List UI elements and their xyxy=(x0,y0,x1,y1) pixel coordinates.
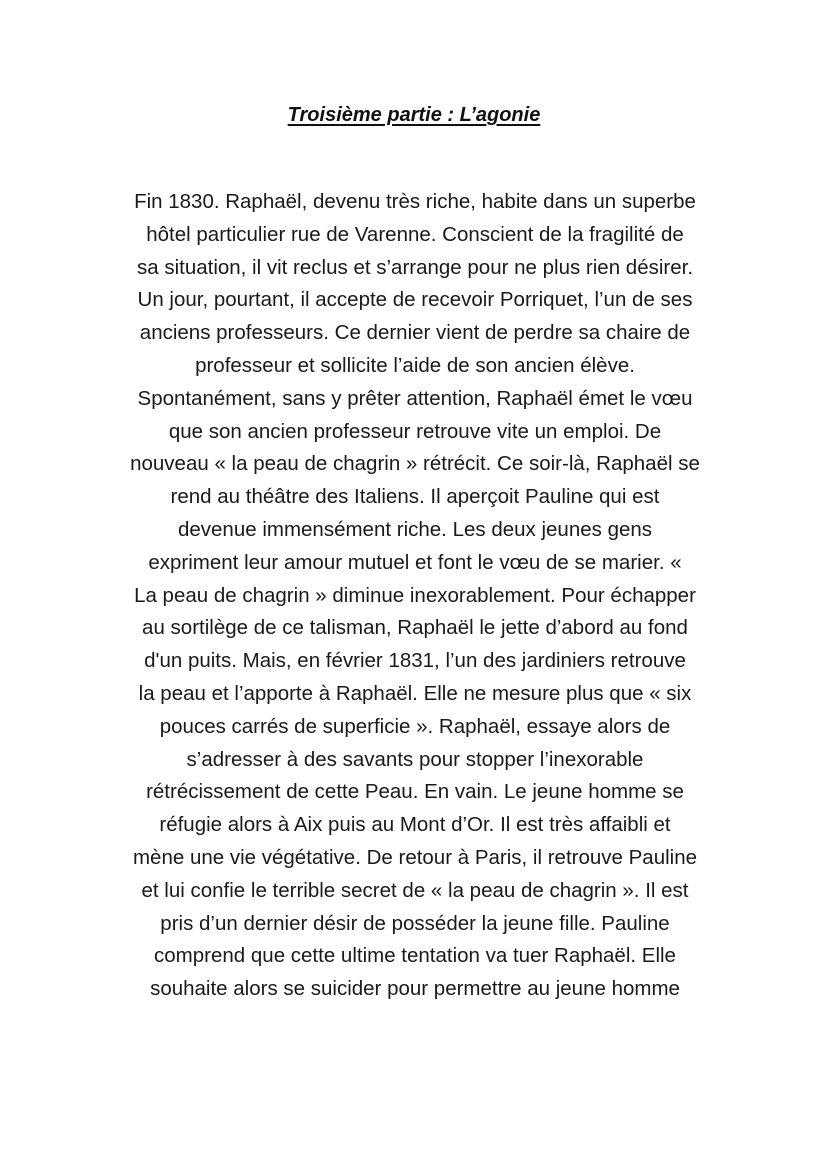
text-line: au sortilège de ce talisman, Raphaël le jette d’abord au fond xyxy=(142,616,688,640)
text-line: pris d’un dernier désir de posséder la jeune fille. Pauline xyxy=(160,911,670,935)
text-line: Un jour, pourtant, il accepte de recevoir Porriquet, l’un de ses xyxy=(137,288,693,312)
text-line: pouces carrés de superficie ». Raphaël, essaye alors de xyxy=(159,714,671,738)
text-line: réfugie alors à Aix puis au Mont d’Or. Il est très affaibli et xyxy=(159,813,671,837)
section-title: Troisième partie : L’agonie xyxy=(287,104,541,126)
text-line: s’adresser à des savants pour stopper l’inexorable xyxy=(186,747,644,771)
text-line: comprend que cette ultime tentation va tuer Raphaël. Elle xyxy=(154,944,676,968)
text-line: et lui confie le terrible secret de « la peau de chagrin ». Il est xyxy=(141,878,689,902)
text-line: nouveau « la peau de chagrin » rétrécit. Ce soir-là, Raphaël se xyxy=(130,452,700,476)
text-line: rend au théâtre des Italiens. Il aperçoit Pauline qui est xyxy=(170,485,660,509)
text-line: souhaite alors se suicider pour permettre au jeune homme xyxy=(150,977,680,1001)
text-line: anciens professeurs. Ce dernier vient de perdre sa chaire de xyxy=(139,321,691,345)
text-line: d'un puits. Mais, en février 1831, l’un des jardiniers retrouve xyxy=(144,649,686,673)
text-line: la peau et l’apporte à Raphaël. Elle ne mesure plus que « six xyxy=(138,681,692,705)
text-line: Spontanément, sans y prêter attention, Raphaël émet le vœu xyxy=(137,386,693,410)
text-line: Fin 1830. Raphaël, devenu très riche, habite dans un superbe xyxy=(134,190,696,213)
body-paragraph xyxy=(95,186,735,1006)
text-line: sa situation, il vit reclus et s’arrange pour ne plus rien désirer. xyxy=(136,255,694,279)
text-line: hôtel particulier rue de Varenne. Conscient de la fragilité de xyxy=(146,222,684,246)
text-line: rétrécissement de cette Peau. En vain. Le jeune homme se xyxy=(146,780,684,804)
text-line: mène une vie végétative. De retour à Paris, il retrouve Pauline xyxy=(132,845,698,869)
text-line: devenue immensément riche. Les deux jeunes gens xyxy=(177,517,653,541)
text-line: professeur et sollicite l’aide de son ancien élève. xyxy=(195,353,635,377)
text-line: La peau de chagrin » diminue inexorablement. Pour échapper xyxy=(134,583,696,607)
text-line: que son ancien professeur retrouve vite un emploi. De xyxy=(168,419,662,443)
text-line: expriment leur amour mutuel et font le vœu de se marier. « xyxy=(148,550,682,574)
